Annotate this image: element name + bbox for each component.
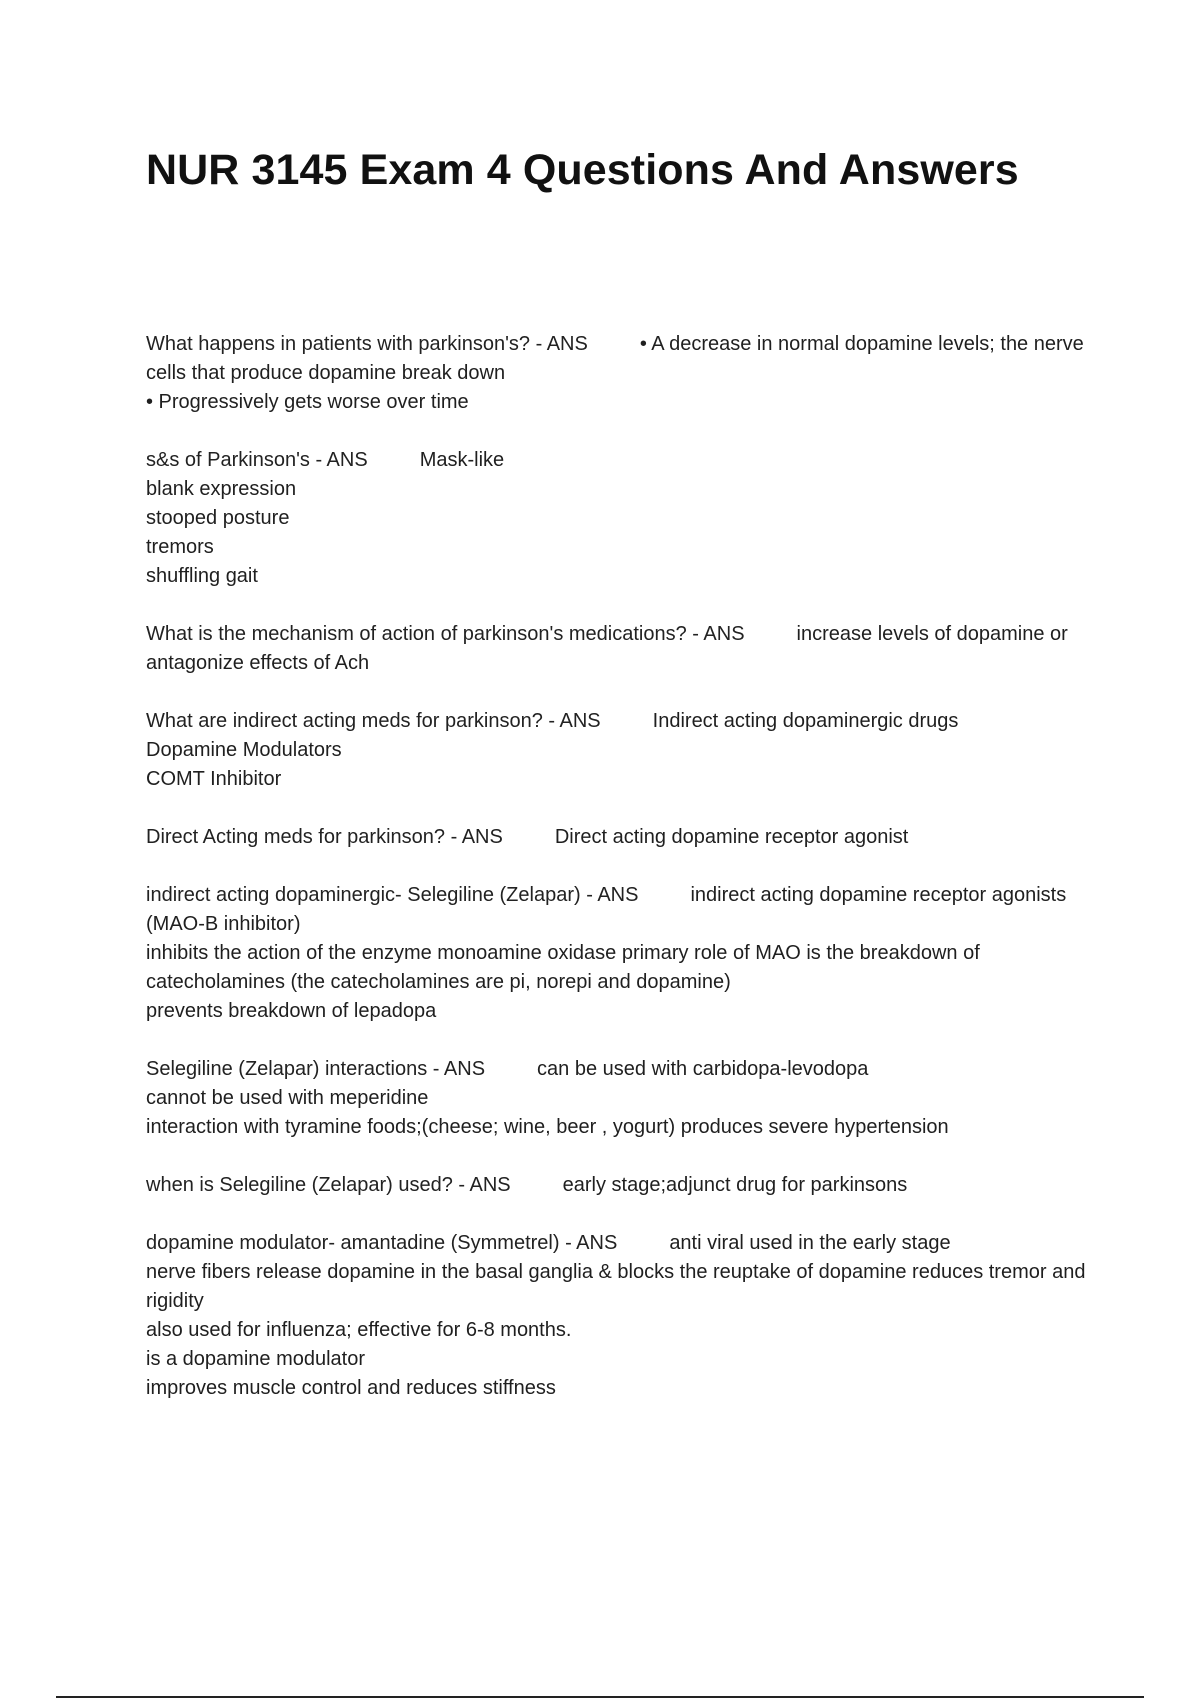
answer-line: prevents breakdown of lepadopa	[146, 1000, 437, 1022]
answer-line: interaction with tyramine foods;(cheese; wine, beer , yogurt) produces severe hypertension	[146, 1116, 949, 1138]
qa-item-parkinsons-pathology	[146, 330, 1091, 417]
answer-text: indirect acting dopamine receptor agonists (MAO-B inhibitor)	[146, 884, 1067, 935]
qa-item-parkinsons-signs	[146, 446, 1091, 591]
answer-text: Mask-like	[419, 449, 505, 471]
qa-item-indirect-acting-meds	[146, 707, 1091, 794]
answer-text: can be used with carbidopa-levodopa	[537, 1058, 869, 1080]
answer-line: also used for influenza; effective for 6-8 months.	[146, 1319, 572, 1341]
page-title: NUR 3145 Exam 4 Questions And Answers	[146, 146, 1019, 194]
answer-text: increase levels of dopamine or antagonize effects of Ach	[146, 623, 1068, 674]
qa-item-mechanism-of-action	[146, 620, 1091, 678]
answer-line: tremors	[146, 536, 214, 558]
answer-line: cannot be used with meperidine	[146, 1087, 429, 1109]
answer-line: Dopamine Modulators	[146, 739, 342, 761]
question-text: when is Selegiline (Zelapar) used? - ANS	[146, 1174, 511, 1196]
answer-text: early stage;adjunct drug for parkinsons	[562, 1174, 908, 1196]
answer-line: blank expression	[146, 478, 297, 500]
question-text: What happens in patients with parkinson's? - ANS	[146, 333, 588, 355]
qa-item-selegiline-interactions	[146, 1055, 1091, 1142]
answer-line: stooped posture	[146, 507, 290, 529]
answer-line: nerve fibers release dopamine in the basal ganglia & blocks the reuptake of dopamine reduces tremor and rigidity	[146, 1261, 1086, 1312]
answer-text: Direct acting dopamine receptor agonist	[554, 826, 909, 848]
question-text: Direct Acting meds for parkinson? - ANS	[146, 826, 503, 848]
answer-text: • A decrease in normal dopamine levels; the nerve cells that produce dopamine break down	[146, 333, 1084, 384]
question-text: s&s of Parkinson's - ANS	[146, 449, 368, 471]
answer-line: shuffling gait	[146, 565, 258, 587]
answer-line: inhibits the action of the enzyme monoamine oxidase primary role of MAO is the breakdown of catecholamines (the catecholamines are pi, norepi and dopamine)	[146, 942, 980, 993]
question-text: What is the mechanism of action of parkinson's medications? - ANS	[146, 623, 745, 645]
question-text: dopamine modulator- amantadine (Symmetrel) - ANS	[146, 1232, 618, 1254]
answer-line: improves muscle control and reduces stiffness	[146, 1377, 556, 1399]
qa-list	[146, 330, 1091, 1432]
question-text: What are indirect acting meds for parkinson? - ANS	[146, 710, 601, 732]
answer-text: Indirect acting dopaminergic drugs	[652, 710, 959, 732]
question-text: Selegiline (Zelapar) interactions - ANS	[146, 1058, 486, 1080]
qa-item-selegiline	[146, 881, 1091, 1026]
answer-line: COMT Inhibitor	[146, 768, 282, 790]
answer-line: • Progressively gets worse over time	[146, 391, 469, 413]
qa-item-selegiline-usage	[146, 1171, 1091, 1200]
question-text: indirect acting dopaminergic- Selegiline (Zelapar) - ANS	[146, 884, 639, 906]
answer-line: is a dopamine modulator	[146, 1348, 366, 1370]
footer-divider	[56, 1696, 1144, 1698]
answer-text: anti viral used in the early stage	[669, 1232, 951, 1254]
qa-item-direct-acting-meds	[146, 823, 1091, 852]
qa-item-amantadine	[146, 1229, 1091, 1403]
